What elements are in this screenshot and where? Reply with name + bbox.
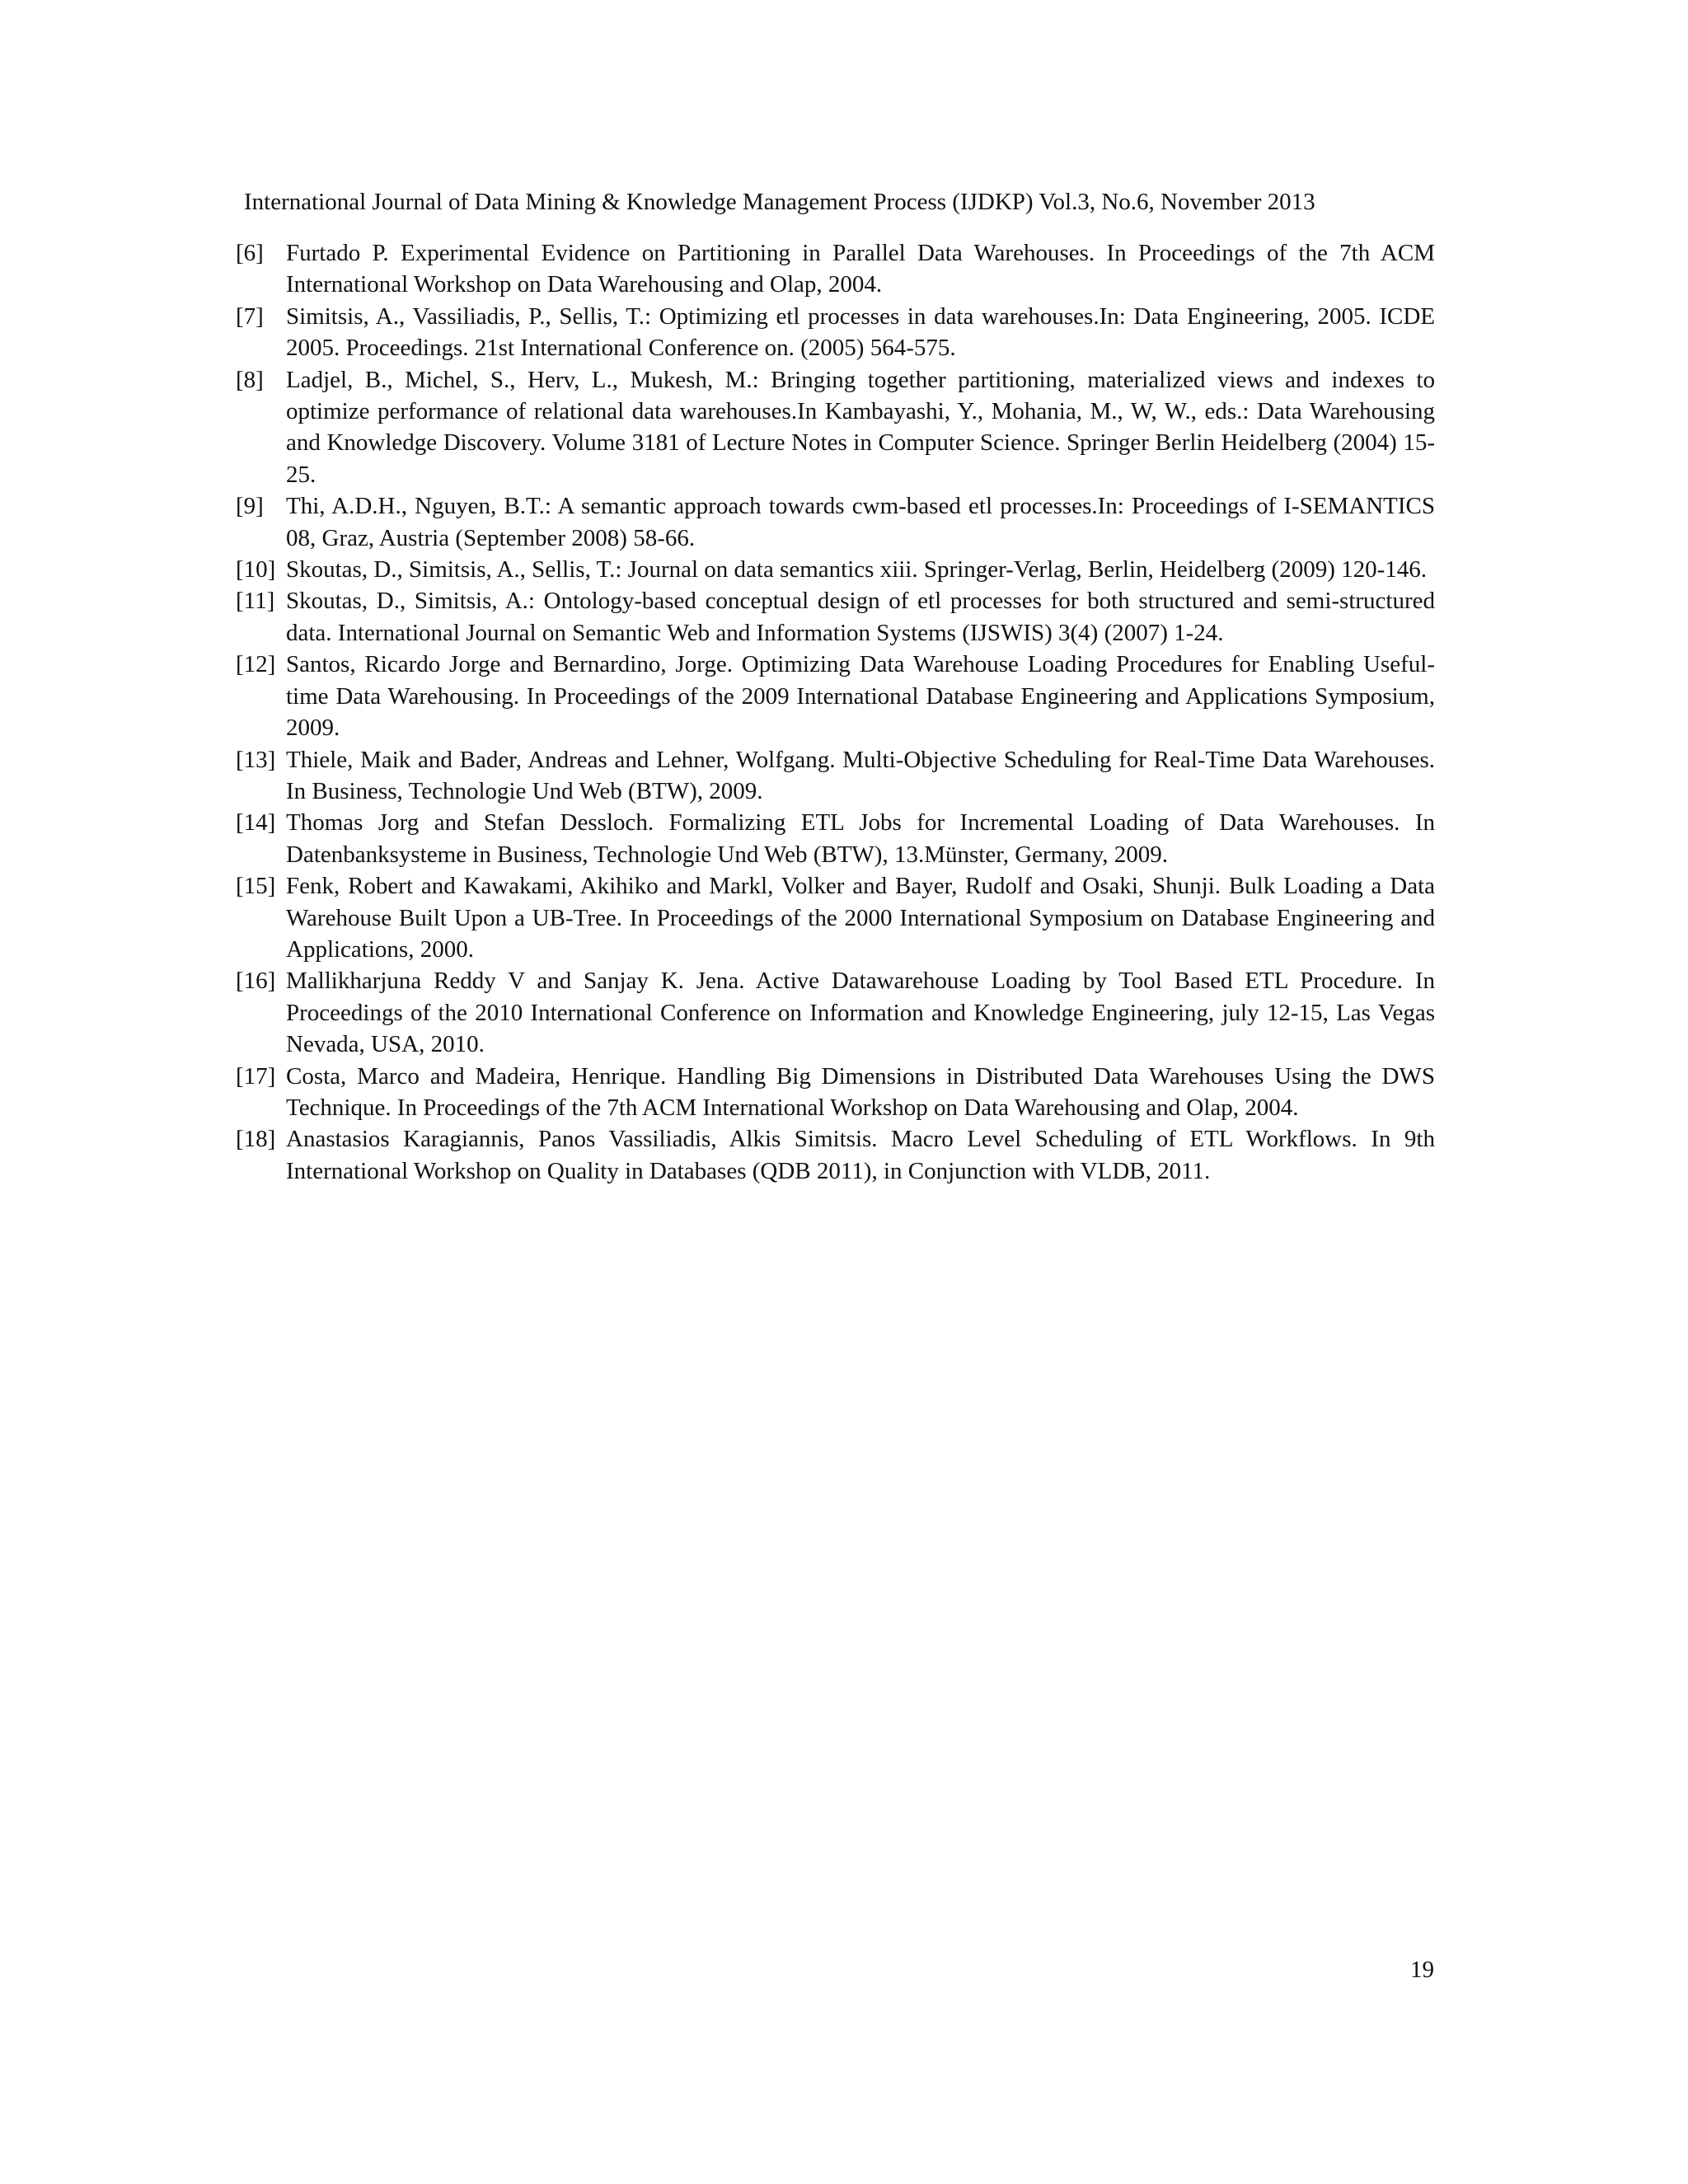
reference-item — [236, 554, 1435, 585]
reference-number: [17] — [236, 1062, 276, 1090]
reference-number: [11] — [236, 588, 275, 615]
reference-item — [236, 807, 1435, 870]
reference-number: [7] — [236, 302, 264, 330]
reference-item — [236, 965, 1435, 1060]
reference-item — [236, 1123, 1435, 1187]
reference-text: Simitsis, A., Vassiliadis, P., Sellis, T.: Optimizing etl processes in data warehouses.In: Data Engineering, 2005. ICDE 2005. Proceedings. 21st International Conference on. (2005) 564-575. — [286, 302, 1435, 362]
reference-text: Santos, Ricardo Jorge and Bernardino, Jorge. Optimizing Data Warehouse Loading Procedures for Enabling Useful-time Data Warehousing. In Proceedings of the 2009 International Database Engineering and Applications Symposium, 2009. — [286, 651, 1435, 742]
reference-number: [15] — [236, 873, 276, 900]
reference-text: Thi, A.D.H., Nguyen, B.T.: A semantic approach towards cwm-based etl processes.In: Proceedings of I-SEMANTICS 08, Graz, Austria (September 2008) 58-66. — [286, 493, 1435, 551]
reference-item — [236, 237, 1435, 301]
reference-text: Skoutas, D., Simitsis, A.: Ontology-based conceptual design of etl processes for both structured and semi-structured data. International Journal on Semantic Web and Information Systems (IJSWIS) 3(4) (2007) 1-24. — [286, 588, 1435, 646]
reference-number: [16] — [236, 968, 276, 995]
reference-text: Skoutas, D., Simitsis, A., Sellis, T.: Journal on data semantics xiii. Springer-Verlag, Berlin, Heidelberg (2009) 120-146. — [286, 556, 1428, 583]
reference-text: Ladjel, B., Michel, S., Herv, L., Mukesh, M.: Bringing together partitioning, materialized views and indexes to optimize performance of relational data warehouses.In Kambayashi, Y., Mohania, M., W, W., eds.: Data Warehousing and Knowledge Discovery. Volume 3181 of Lecture Notes in Computer Science. Springer Berlin Heidelberg (2004) 15-25. — [286, 366, 1435, 488]
reference-item — [236, 585, 1435, 649]
reference-text: Thomas Jorg and Stefan Dessloch. Formalizing ETL Jobs for Incremental Loading of Data Warehouses. In Datenbanksysteme in Business, Technologie Und Web (BTW), 13.Münster, Germany, 2009. — [286, 809, 1435, 868]
reference-item — [236, 364, 1435, 491]
running-header: International Journal of Data Mining & Knowledge Management Process (IJDKP) Vol.3, No.6, November 2013 — [244, 189, 1315, 215]
page-number: 19 — [1410, 1957, 1434, 1983]
reference-number: [10] — [236, 556, 276, 583]
reference-item — [236, 1061, 1435, 1124]
reference-text: Costa, Marco and Madeira, Henrique. Handling Big Dimensions in Distributed Data Warehouses Using the DWS Technique. In Proceedings of the 7th ACM International Workshop on Data Warehousing and Olap, 2004. — [286, 1062, 1435, 1121]
reference-text: Furtado P. Experimental Evidence on Partitioning in Parallel Data Warehouses. In Proceedings of the 7th ACM International Workshop on Data Warehousing and Olap, 2004. — [286, 240, 1435, 298]
reference-item — [236, 301, 1435, 364]
reference-item — [236, 744, 1435, 808]
reference-item — [236, 870, 1435, 965]
reference-list — [236, 237, 1435, 1187]
reference-text: Anastasios Karagiannis, Panos Vassiliadis, Alkis Simitsis. Macro Level Scheduling of ETL Workflows. In 9th International Workshop on Quality in Databases (QDB 2011), in Conjunction with VLDB, 2011. — [286, 1126, 1435, 1184]
reference-number: [18] — [236, 1126, 276, 1153]
reference-number: [12] — [236, 651, 276, 678]
reference-number: [14] — [236, 809, 276, 837]
reference-item — [236, 649, 1435, 743]
reference-text: Thiele, Maik and Bader, Andreas and Lehner, Wolfgang. Multi-Objective Scheduling for Real-Time Data Warehouses. In Business, Technologie Und Web (BTW), 2009. — [286, 746, 1435, 804]
reference-item — [236, 490, 1435, 554]
reference-number: [13] — [236, 746, 276, 773]
reference-number: [6] — [236, 240, 264, 266]
reference-text: Mallikharjuna Reddy V and Sanjay K. Jena. Active Datawarehouse Loading by Tool Based ETL Procedure. In Proceedings of the 2010 International Conference on Information and Knowledge Engineering, july 12-15, Las Vegas Nevada, USA, 2010. — [286, 968, 1435, 1058]
reference-number: [9] — [236, 493, 264, 520]
reference-text: Fenk, Robert and Kawakami, Akihiko and Markl, Volker and Bayer, Rudolf and Osaki, Shunji. Bulk Loading a Data Warehouse Built Upon a UB-Tree. In Proceedings of the 2000 International Symposium on Database Engineering and Applications, 2000. — [286, 873, 1435, 963]
reference-number: [8] — [236, 366, 264, 393]
